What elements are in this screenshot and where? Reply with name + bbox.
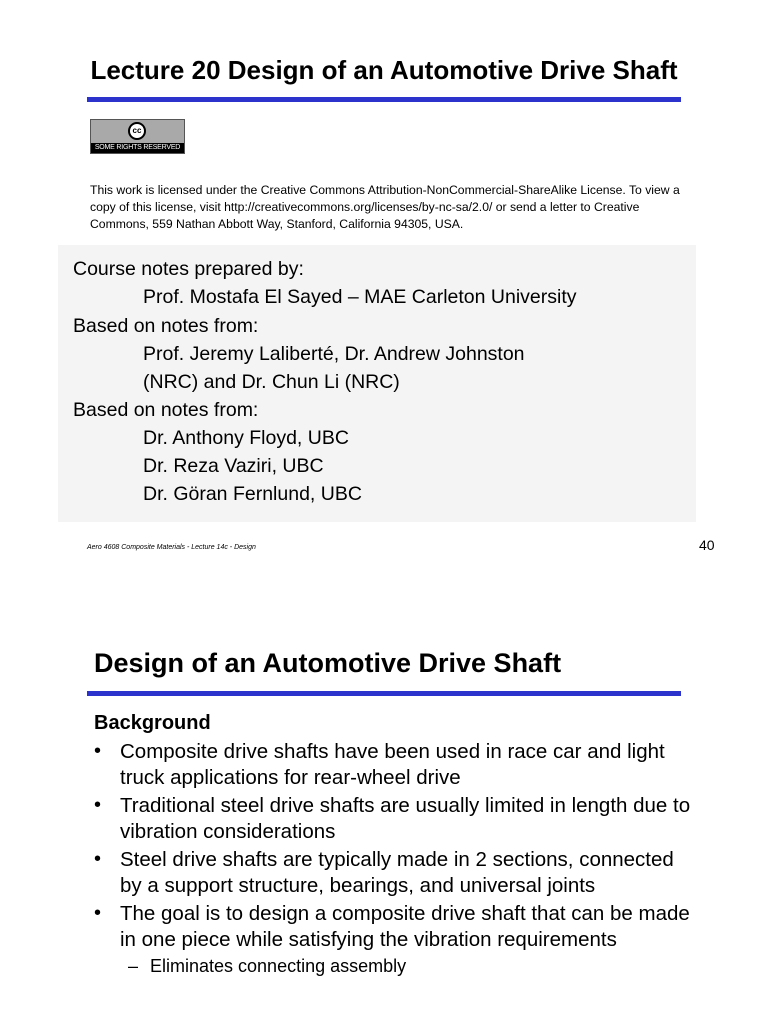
cc-icon: cc	[128, 122, 146, 140]
slide-footer: Aero 4608 Composite Materials - Lecture 14c - Design	[87, 544, 256, 551]
slide-2	[0, 580, 768, 1024]
credit-line: Based on notes from:	[73, 315, 259, 337]
slide-2-title: Design of an Automotive Drive Shaft	[94, 648, 562, 678]
cc-badge-text: SOME RIGHTS RESERVED	[91, 143, 184, 153]
title-rule	[87, 97, 681, 102]
sub-bullet-item	[92, 955, 692, 977]
bullet-item	[92, 793, 692, 844]
bullet-text: Steel drive shafts are typically made in 2 sections, connected by a support structure, bearings, and universal joints	[120, 848, 674, 897]
credit-line: Dr. Anthony Floyd, UBC	[143, 427, 349, 449]
bullet-text: The goal is to design a composite drive shaft that can be made in one piece while satisfying the vibration requirements	[120, 902, 690, 951]
title-rule	[87, 691, 681, 696]
bullet-item	[92, 739, 692, 790]
credit-line: (NRC) and Dr. Chun Li (NRC)	[143, 371, 400, 393]
section-heading: Background	[94, 712, 211, 734]
credit-line: Course notes prepared by:	[73, 258, 304, 280]
slide-1-title: Lecture 20 Design of an Automotive Drive Shaft	[90, 55, 678, 85]
bullet-icon: •	[94, 740, 102, 762]
credits-box	[58, 245, 696, 522]
bullet-item	[92, 847, 692, 898]
bullet-list	[92, 739, 692, 977]
bullet-text: Composite drive shafts have been used in race car and light truck applications for rear-wheel drive	[120, 740, 665, 789]
credit-line: Prof. Mostafa El Sayed – MAE Carleton University	[143, 286, 577, 308]
license-text: This work is licensed under the Creative Commons Attribution-NonCommercial-ShareAlike License. To view a copy of this license, visit http://creativecommons.org/licenses/by-nc-sa/2.0/ or send a letter to Creative Commons, 559 Nathan Abbott Way, Stanford, California 94305, USA.	[90, 183, 680, 231]
credit-line: Prof. Jeremy Laliberté, Dr. Andrew Johnston	[143, 343, 525, 365]
credit-line: Based on notes from:	[73, 399, 259, 421]
credit-line: Dr. Reza Vaziri, UBC	[143, 455, 324, 477]
bullet-icon: •	[94, 794, 102, 816]
bullet-icon: •	[94, 848, 102, 870]
bullet-icon: •	[94, 902, 102, 924]
dash-icon: –	[128, 956, 139, 976]
creative-commons-badge	[90, 119, 185, 154]
sub-bullet-text: Eliminates connecting assembly	[150, 956, 407, 976]
bullet-item	[92, 901, 692, 952]
credit-line: Dr. Göran Fernlund, UBC	[143, 483, 362, 505]
bullet-text: Traditional steel drive shafts are usually limited in length due to vibration considerations	[120, 794, 691, 843]
page-number: 40	[699, 537, 715, 553]
